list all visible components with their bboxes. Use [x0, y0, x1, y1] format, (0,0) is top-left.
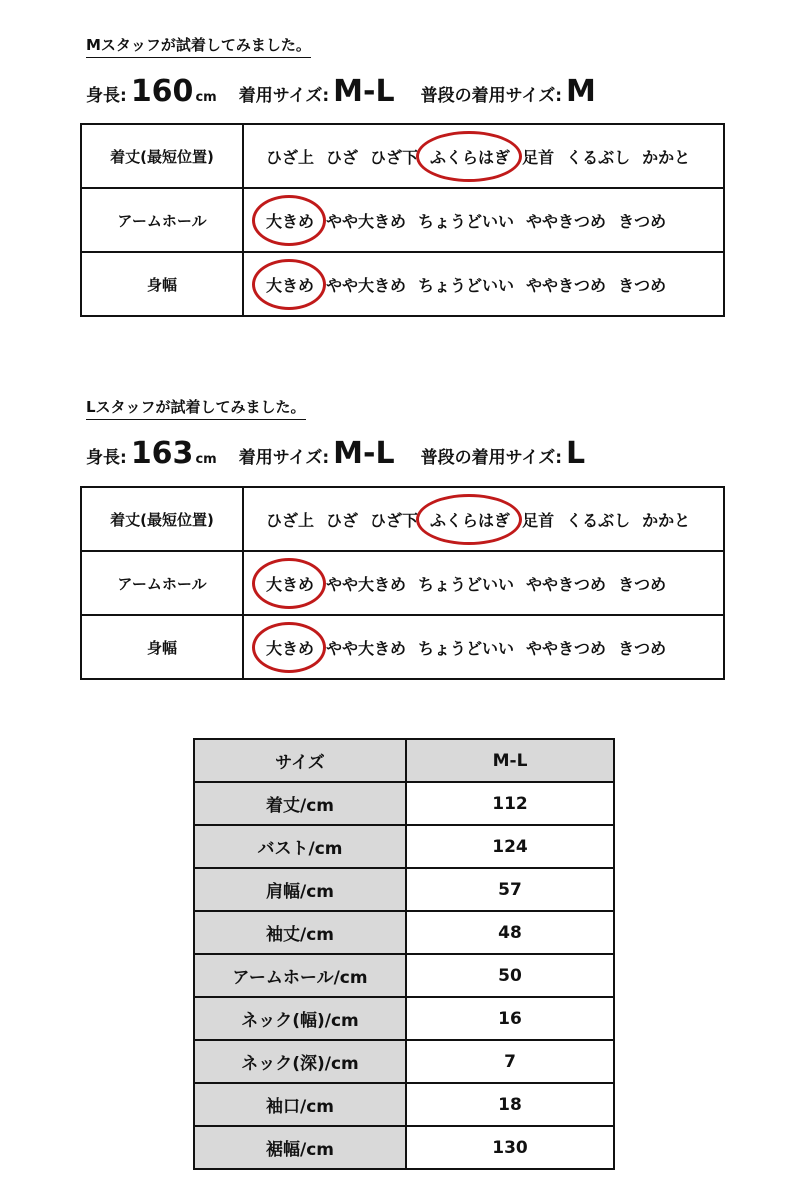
size-row-label: バスト/cm [194, 825, 406, 868]
staff-l-fit-table [80, 486, 725, 680]
staff-l-title: Lスタッフが試着してみました。 [86, 396, 306, 420]
fit-option-selected: ふくらはぎ [430, 145, 510, 168]
size-row-label: ネック(深)/cm [194, 1040, 406, 1083]
fit-option-selected: 大きめ [266, 209, 314, 232]
fit-option: やや大きめ [326, 638, 407, 658]
fit-option: ひざ [326, 510, 359, 530]
fit-option: ちょうどいい [418, 574, 515, 594]
fit-row [81, 615, 724, 679]
fit-option: かかと [642, 147, 691, 167]
size-row-value: 124 [406, 825, 614, 868]
fit-option: くるぶし [566, 510, 631, 530]
fit-row-options [243, 487, 724, 551]
worn-size-value: M-L [333, 74, 395, 109]
fit-row-label: 身幅 [81, 615, 243, 679]
fit-row [81, 124, 724, 188]
size-header-value: M-L [406, 739, 614, 782]
fit-option: ちょうどいい [418, 638, 515, 658]
fit-option: ひざ上 [266, 147, 315, 167]
size-row [194, 825, 614, 868]
fit-option: やや大きめ [326, 211, 407, 231]
usual-size-value: L [566, 436, 586, 471]
fit-row-options [243, 615, 724, 679]
size-row-value: 18 [406, 1083, 614, 1126]
fit-option: きつめ [618, 211, 667, 231]
fit-option: ややきつめ [526, 275, 607, 295]
size-row-value: 130 [406, 1126, 614, 1169]
staff-m-info [86, 74, 596, 109]
fit-option: きつめ [618, 638, 667, 658]
worn-size-label: 着用サイズ: [238, 86, 330, 106]
fit-option-selected: 大きめ [266, 273, 314, 296]
usual-size-value: M [566, 74, 596, 109]
size-row-value: 7 [406, 1040, 614, 1083]
fit-option: ちょうどいい [418, 275, 515, 295]
height-unit: cm [195, 90, 217, 105]
height-label: 身長: [86, 86, 127, 106]
fit-option: ひざ下 [370, 147, 419, 167]
fit-option-selected: 大きめ [266, 572, 314, 595]
size-row-label: アームホール/cm [194, 954, 406, 997]
fit-row-options [243, 124, 724, 188]
size-row [194, 1126, 614, 1169]
fit-row [81, 551, 724, 615]
fit-row-options [243, 252, 724, 316]
staff-m-title: Mスタッフが試着してみました。 [86, 34, 311, 58]
size-row-label: 袖口/cm [194, 1083, 406, 1126]
usual-size-label: 普段の着用サイズ: [420, 448, 563, 468]
height-value: 160 [130, 74, 194, 109]
height-unit: cm [195, 452, 217, 467]
size-row-value: 50 [406, 954, 614, 997]
fit-option: かかと [642, 510, 691, 530]
size-row-value: 57 [406, 868, 614, 911]
size-row [194, 1083, 614, 1126]
size-row-label: 肩幅/cm [194, 868, 406, 911]
size-header-label: サイズ [194, 739, 406, 782]
fit-option: きつめ [618, 574, 667, 594]
fit-row-label: 着丈(最短位置) [81, 487, 243, 551]
fit-option: ひざ下 [370, 510, 419, 530]
fit-option: やや大きめ [326, 275, 407, 295]
size-row [194, 997, 614, 1040]
size-row [194, 1040, 614, 1083]
usual-size-label: 普段の着用サイズ: [420, 86, 563, 106]
size-row-label: ネック(幅)/cm [194, 997, 406, 1040]
fit-option-selected: 大きめ [266, 636, 314, 659]
fit-row [81, 188, 724, 252]
fit-option: ひざ上 [266, 510, 315, 530]
height-value: 163 [130, 436, 194, 471]
fit-row-label: 着丈(最短位置) [81, 124, 243, 188]
size-header-row [194, 739, 614, 782]
staff-m-fit-table [80, 123, 725, 317]
size-row [194, 868, 614, 911]
size-row-value: 48 [406, 911, 614, 954]
fit-row [81, 487, 724, 551]
fit-option: ややきつめ [526, 574, 607, 594]
size-row-label: 裾幅/cm [194, 1126, 406, 1169]
size-row-label: 着丈/cm [194, 782, 406, 825]
fit-option: ややきつめ [526, 638, 607, 658]
fit-option: くるぶし [566, 147, 631, 167]
fit-option: 足首 [522, 147, 555, 167]
fit-row-label: アームホール [81, 188, 243, 252]
fit-row-label: アームホール [81, 551, 243, 615]
staff-l-info [86, 436, 585, 471]
fit-option: ひざ [326, 147, 359, 167]
size-row [194, 954, 614, 997]
size-spec-table [193, 738, 615, 1170]
fit-row-label: 身幅 [81, 252, 243, 316]
fit-row-options [243, 551, 724, 615]
worn-size-label: 着用サイズ: [238, 448, 330, 468]
fit-option-selected: ふくらはぎ [430, 508, 510, 531]
fit-option: きつめ [618, 275, 667, 295]
fit-option: 足首 [522, 510, 555, 530]
fit-row-options [243, 188, 724, 252]
size-row [194, 911, 614, 954]
size-row [194, 782, 614, 825]
size-row-label: 袖丈/cm [194, 911, 406, 954]
fit-row [81, 252, 724, 316]
fit-option: ちょうどいい [418, 211, 515, 231]
fit-option: やや大きめ [326, 574, 407, 594]
fit-option: ややきつめ [526, 211, 607, 231]
size-row-value: 112 [406, 782, 614, 825]
height-label: 身長: [86, 448, 127, 468]
worn-size-value: M-L [333, 436, 395, 471]
size-row-value: 16 [406, 997, 614, 1040]
